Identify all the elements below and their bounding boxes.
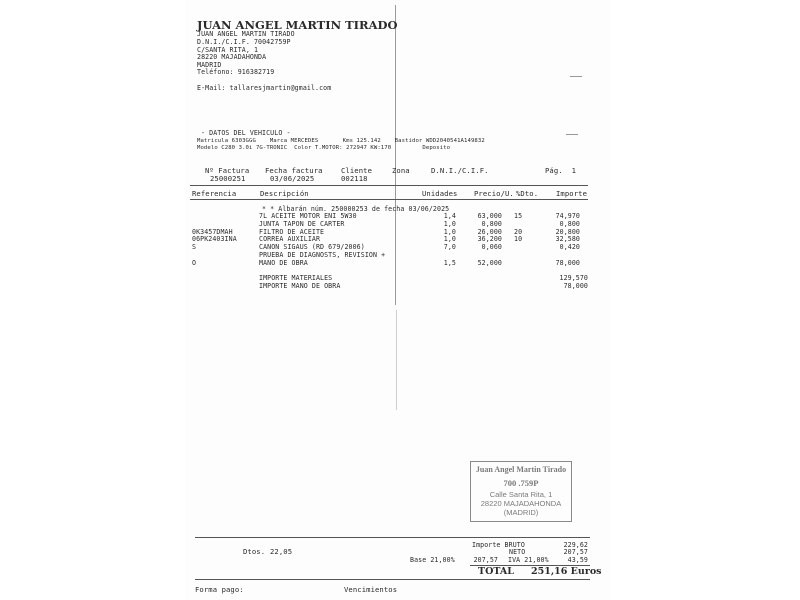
row-ref: O [192, 259, 197, 267]
col-dto-header: %Dto. [516, 189, 539, 198]
stamp-nif: 700 .759P [503, 478, 539, 488]
row-dto: 10 [514, 235, 523, 243]
net-value: 207,57 [563, 548, 588, 556]
company-email: E-Mail: tallaresjmartin@gmail.com [197, 84, 332, 92]
row-ref: S [192, 243, 197, 251]
tax-base-label: Base 21,00% [410, 556, 455, 564]
gross-label: Importe BRUTO [472, 541, 525, 549]
row-desc: FILTRO DE ACEITE [259, 228, 325, 236]
company-line: JUAN ANGEL MARTIN TIRADO [197, 30, 295, 38]
page-label: Pág. 1 [545, 166, 576, 175]
labor-label: IMPORTE MANO DE OBRA [259, 282, 341, 290]
row-units: 1,0 [443, 220, 456, 228]
company-line: 28220 MAJADAHONDA [197, 53, 267, 61]
scan-mark [566, 134, 578, 135]
row-desc: CANON SIGAUS (RD 679/2006) [259, 243, 365, 251]
tax-base-value: 207,57 [473, 556, 498, 564]
scan-mark [570, 76, 582, 77]
row-units: 1,0 [443, 235, 456, 243]
company-line: MADRID [197, 61, 222, 69]
vehicle-heading: - DATOS DEL VEHICULO - [201, 129, 291, 137]
gross-value: 229,62 [563, 541, 588, 549]
invoice-number: 25000251 [210, 174, 246, 183]
invoice-date-label: Fecha factura [265, 166, 323, 175]
company-name: JUAN ANGEL MARTIN TIRADO [197, 18, 398, 32]
zone-label: Zona [392, 166, 410, 175]
col-desc-header: Descripción [260, 189, 309, 198]
row-price: 63,000 [477, 212, 502, 220]
invoice-date: 03/06/2025 [270, 174, 315, 183]
stamp-address: Calle Santa Rita, 1 [489, 490, 553, 499]
materials-label: IMPORTE MATERIALES [259, 274, 333, 282]
total-label: TOTAL [478, 566, 514, 577]
net-label: NETO [509, 548, 526, 556]
table-top-rule [190, 185, 588, 186]
invoice-number-label: Nº Factura [205, 166, 250, 175]
due-dates-label: Vencimientos [344, 585, 398, 594]
row-desc: JUNTA TAPON DE CARTER [259, 220, 345, 228]
stamp-name: Juan Angel Martin Tirado [475, 465, 567, 474]
col-amount-header: Importe [556, 189, 587, 198]
row-price: 52,000 [477, 259, 502, 267]
materials-value: 129,570 [559, 274, 588, 282]
row-desc: PRUEBA DE DIAGNOSTS, REVISION + [259, 251, 386, 259]
total-value: 251,16 Euros [531, 566, 602, 577]
labor-value: 78,000 [563, 282, 588, 290]
row-dto: 15 [514, 212, 523, 220]
company-line: C/SANTA RITA, 1 [197, 46, 259, 54]
row-units: 7,0 [443, 243, 456, 251]
row-units: 1,0 [443, 228, 456, 236]
stamp-city: 28220 MAJADAHONDA [480, 499, 562, 508]
vehicle-line-1: Matricula 6303GGG Marca MERCEDES Kms 125.142 Bastidor WDD2040541A149832 [197, 138, 485, 144]
row-desc: MANO DE OBRA [259, 259, 308, 267]
row-price: 36,200 [477, 235, 502, 243]
table-header-rule [190, 199, 588, 200]
company-line: D.N.I./C.I.F. 70042759P [197, 38, 291, 46]
stamp-province: (MADRID) [503, 508, 539, 517]
row-units: 1,5 [443, 259, 456, 267]
delivery-note: * * Albarán núm. 250000253 de fecha 03/06/2025 [262, 205, 450, 213]
footer-rule [195, 579, 590, 580]
company-phone: Teléfono: 916382719 [197, 68, 275, 76]
row-amount: 32,580 [555, 235, 580, 243]
row-units: 1,4 [443, 212, 456, 220]
row-amount: 74,970 [555, 212, 580, 220]
nif-label: D.N.I./C.I.F. [431, 166, 489, 175]
row-price: 0,800 [481, 220, 502, 228]
col-ref-header: Referencia [192, 189, 237, 198]
row-amount: 78,000 [555, 259, 580, 267]
client-label: Cliente [341, 166, 372, 175]
discount-label: Dtos. [243, 547, 266, 556]
fold-line-lower [396, 310, 397, 410]
company-stamp [470, 461, 572, 522]
row-dto: 20 [514, 228, 523, 236]
col-price-header: Precio/U. [474, 189, 514, 198]
row-desc: 7L ACEITE MOTOR ENI 5W30 [259, 212, 357, 220]
discount-value: 22,05 [270, 547, 293, 556]
row-price: 26,000 [477, 228, 502, 236]
client-number: 002118 [341, 174, 368, 183]
row-price: 0,060 [481, 243, 502, 251]
row-desc: CORREA AUXILIAR [259, 235, 321, 243]
row-amount: 0,420 [559, 243, 580, 251]
row-ref: 0K3457DMAH [192, 228, 233, 236]
row-amount: 0,800 [559, 220, 580, 228]
vehicle-line-2: Modelo C280 3.0i 7G-TRONIC Color T.MOTOR: 272947 KW:170 Deposito [197, 145, 451, 151]
vat-label: IVA 21,00% [508, 556, 549, 564]
fold-line [395, 5, 396, 305]
row-amount: 20,800 [555, 228, 580, 236]
payment-method-label: Forma pago: [195, 585, 244, 594]
vat-value: 43,59 [567, 556, 588, 564]
col-units-header: Unidades [422, 189, 458, 198]
row-ref: 06PK2403INA [192, 235, 237, 243]
totals-top-rule [195, 537, 590, 538]
